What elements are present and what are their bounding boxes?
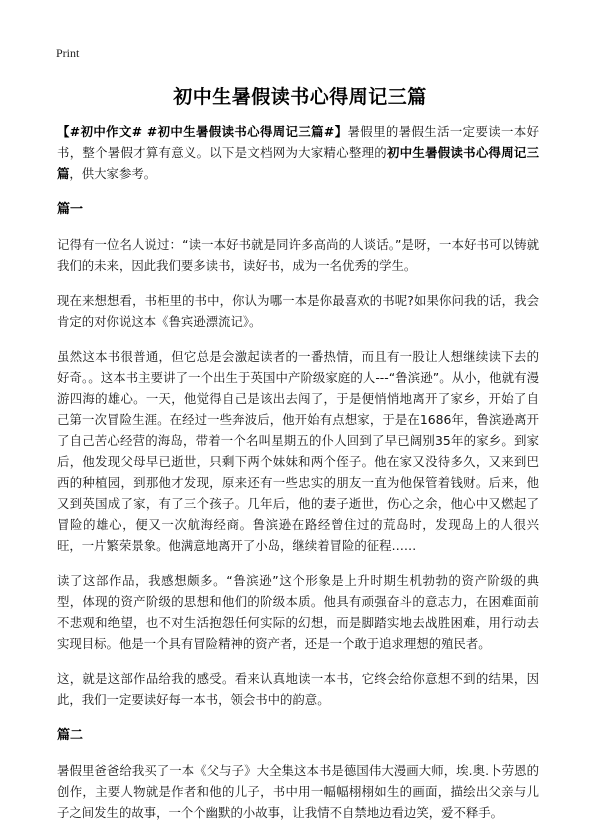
intro-bold-title: 初中生暑假读书心得周记三篇: [57, 145, 540, 181]
print-link[interactable]: Print: [56, 46, 80, 60]
section-heading-1: 篇一: [57, 202, 84, 217]
intro-text: 暑假里的暑假生活一定要读一本好书，整个暑假才算有意义。以下是文档网为大家精心整理的: [57, 124, 540, 160]
section1-paragraph: 记得有一位名人说过：“读一本好书就是同许多高尚的人谈话。”是呀，一本好书可以铸就我们的未来，因此我们要多读书，读好书，成为一名优秀的学生。: [57, 237, 539, 273]
section-heading-2: 篇二: [57, 728, 84, 743]
section1-paragraph: 现在来想想看，书柜里的书中，你认为哪一本是你最喜欢的书呢?如果你问我的话，我会肯定的对你说这本《鲁宾逊漂流记》。: [57, 293, 539, 329]
intro-paragraph: [57, 121, 539, 184]
article-body: [57, 121, 539, 837]
section1-paragraph: 读了这部作品，我感想颇多。“鲁滨逊”这个形象是上升时期生机勃勃的资产阶级的典型，体现的资产阶级的思想和他们的阶级本质。他具有顽强奋斗的意志力，在困难面前不悲观和绝望，也不对生活抱怨任何实际的幻想，而是脚踏实地去战胜困难，用行动去实现目标。他是一个具有冒险精神的资产者，还是一个敢于追求理想的殖民者。: [57, 573, 539, 651]
intro-tags: 【#初中作文# #初中生暑假读书心得周记三篇#】: [57, 124, 348, 139]
section1-paragraph: 这，就是这部作品给我的感受。看来认真地读一本书，它终会给你意想不到的结果，因此，我们一定要读好每一本书，领会书中的韵意。: [57, 671, 539, 707]
article-title: 初中生暑假读书心得周记三篇: [173, 86, 427, 108]
intro-text-end: ，供大家参考。: [69, 166, 157, 181]
section1-paragraph: 虽然这本书很普通，但它总是会激起读者的一番热情，而且有一股让人想继续读下去的好奇。。这本书主要讲了一个出生于英国中产阶级家庭的人---“鲁滨逊”。从小，他就有漫游四海的雄心。一天，他觉得自己是该出去闯了，于是便悄悄地离开了家乡，开始了自己第一次冒险生涯。在经过一些奔波后，他开始有点想家，于是在1686年，鲁滨逊离开了自己苦心经营的海岛，带着一个名叫星期五的仆人回到了早已阔别35年的家乡。到家后，他发现父母早已逝世，只剩下两个妹妹和两个侄子。他在家又没待多久，又来到巴西的种植园，到那他才发现，原来还有一些忠实的朋友一直为他保管着钱财。后来，他又到英国成了家，有了三个孩子。几年后，他的妻子逝世，伤心之余，他心中又燃起了冒险的雄心，便又一次航海经商。鲁滨逊在路经曾住过的荒岛时，发现岛上的人很兴旺，一片繁荣景象。他满意地离开了小岛，继续着冒险的征程……: [57, 349, 539, 553]
section2-paragraph: 暑假里爸爸给我买了一本《父与子》大全集这本书是德国伟大漫画大师，埃.奥.卜劳恩的创作，主要人物就是作者和他的儿子，书中用一幅幅栩栩如生的画面，描绘出父亲与儿子之间发生的故事，一个个幽默的小故事，让我情不自禁地边看边笑，爱不释手。: [57, 763, 539, 820]
